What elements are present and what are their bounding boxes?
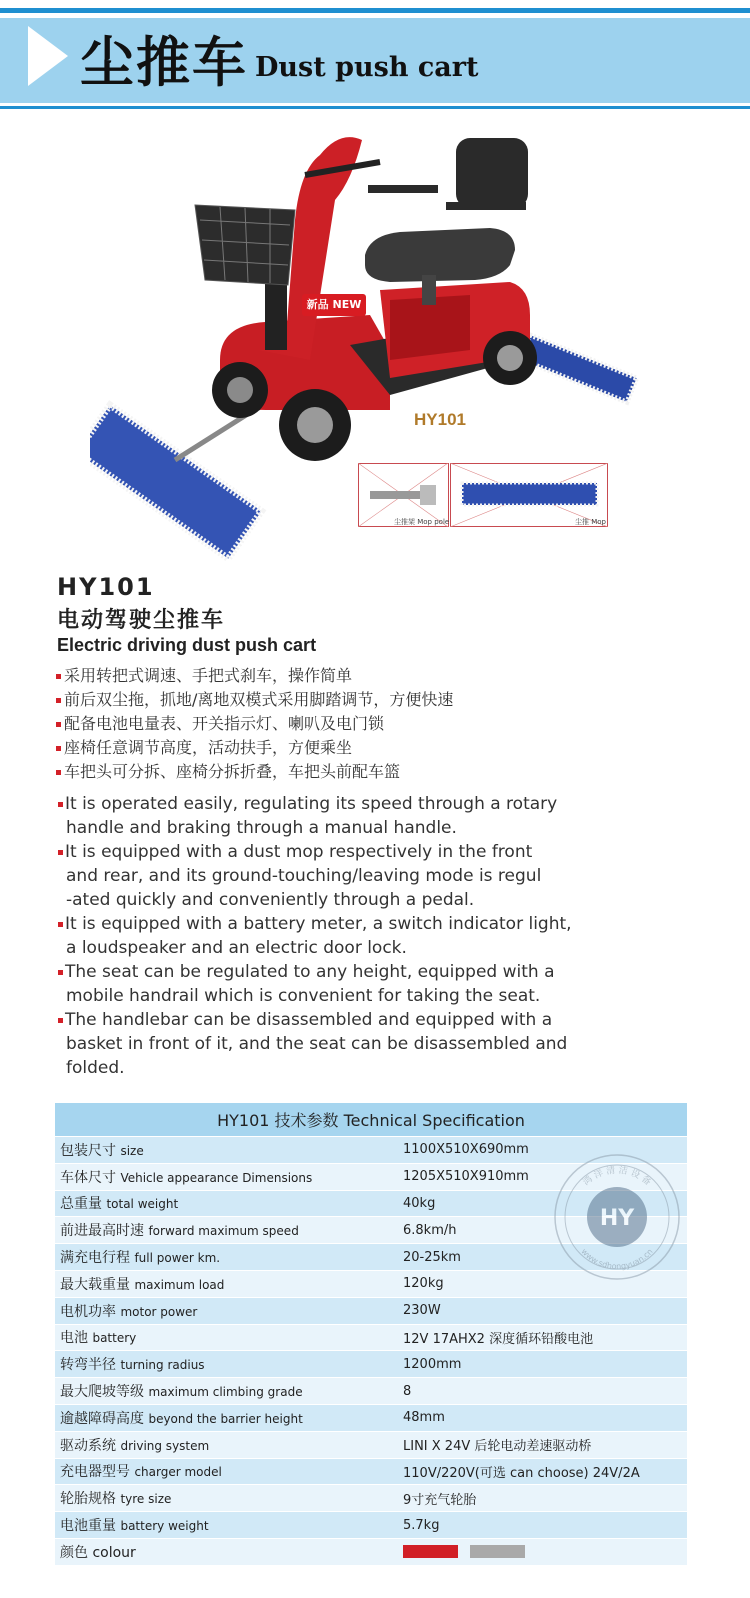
header-bottom-rule <box>0 106 750 109</box>
bullet-icon <box>58 850 63 855</box>
product-model-tag: HY101 <box>414 410 466 429</box>
svg-text:HY: HY <box>599 1206 635 1231</box>
spec-value: 5.7kg <box>403 1517 440 1533</box>
feature-en-text: handle and braking through a manual handle. <box>66 818 457 838</box>
feature-en-text: -ated quickly and conveniently through a pedal. <box>66 890 475 910</box>
spec-label-en: beyond the barrier height <box>148 1411 303 1426</box>
spec-label-cn: 充电器型号 <box>60 1464 130 1481</box>
table-row <box>55 1511 687 1538</box>
spec-value: 48mm <box>403 1410 445 1426</box>
colour-swatch-grey <box>470 1545 525 1558</box>
svg-text:鸿 洋 清 洁 设 备 <box>580 1164 653 1188</box>
spec-label-en: total weight <box>106 1197 179 1212</box>
feature-en-text: a loudspeaker and an electric door lock. <box>66 938 407 958</box>
header-title-cn: 尘推车 <box>80 31 248 94</box>
list-item <box>56 688 453 712</box>
table-row <box>55 1458 687 1485</box>
spec-label-cn: 电池重量 <box>60 1518 116 1535</box>
spec-label-en: battery weight <box>120 1519 209 1534</box>
feature-cn-text: 座椅任意调节高度，活动扶手，方便乘坐 <box>64 738 353 757</box>
list-item <box>58 912 618 960</box>
list-item <box>58 792 618 840</box>
spec-value: 110V/220V(可选 can choose) 24V/2A <box>403 1465 640 1481</box>
table-row <box>55 1324 687 1351</box>
spec-value: 1100X510X690mm <box>403 1142 529 1158</box>
list-item <box>56 736 453 760</box>
spec-label-en: Vehicle appearance Dimensions <box>120 1170 313 1185</box>
rear-mop <box>520 335 636 402</box>
new-badge: 新品 NEW <box>302 294 366 316</box>
feature-cn-text: 前后双尘拖，抓地/离地双模式采用脚踏调节，方便快速 <box>64 690 454 709</box>
feature-en-text: It is operated easily, regulating its speed through a rotary <box>65 794 558 814</box>
bullet-icon <box>58 802 63 807</box>
feature-en-text: The handlebar can be disassembled and equipped with a <box>65 1010 553 1030</box>
bullet-icon <box>56 674 61 679</box>
spec-table-heading: HY101 技术参数 Technical Specification <box>55 1103 687 1136</box>
spec-label-cn: 总重量 <box>60 1196 102 1213</box>
feature-en-text: It is equipped with a battery meter, a switch indicator light, <box>65 914 572 934</box>
spec-value: 120kg <box>403 1276 444 1292</box>
list-item <box>56 760 453 784</box>
spec-value: 40kg <box>403 1195 436 1211</box>
product-name-cn: 电动驾驶尘推车 <box>57 608 226 633</box>
header-arrow-icon <box>28 26 68 86</box>
spec-value: 1200mm <box>403 1356 462 1372</box>
bullet-icon <box>56 770 61 775</box>
spec-value: 20-25km <box>403 1249 461 1265</box>
spec-label-cn: 转弯半径 <box>60 1357 116 1374</box>
feature-en-text: The seat can be regulated to any height, equipped with a <box>65 962 555 982</box>
bullet-icon <box>58 970 63 975</box>
product-model: HY101 <box>57 573 155 601</box>
spec-label-cn: 电机功率 <box>60 1303 116 1320</box>
spec-label-en: tyre size <box>120 1492 172 1507</box>
spec-label-cn: 包装尺寸 <box>60 1142 116 1159</box>
spec-value: 12V 17AHX2 深度循环铅酸电池 <box>403 1331 594 1347</box>
spec-label-cn: 满充电行程 <box>60 1250 130 1267</box>
list-item <box>58 960 618 1008</box>
table-row <box>55 1350 687 1377</box>
header-top-rule <box>0 8 750 13</box>
spec-value: LINI X 24V 后轮电动差速驱动桥 <box>403 1439 592 1455</box>
features-cn-list <box>56 664 453 784</box>
list-item <box>58 1008 618 1080</box>
spec-label-en: battery <box>92 1331 137 1346</box>
spec-label-cn: 最大载重量 <box>60 1276 130 1293</box>
spec-label-cn: 逾越障碍高度 <box>60 1410 144 1427</box>
feature-en-text: and rear, and its ground-touching/leaving mode is regul <box>66 866 542 886</box>
spec-label-en: motor power <box>120 1304 198 1319</box>
list-item <box>58 840 618 912</box>
features-en-list <box>58 792 618 1080</box>
spec-label-cn: 轮胎规格 <box>60 1491 116 1508</box>
spec-label-cn: 最大爬坡等级 <box>60 1384 144 1401</box>
colour-swatch-red <box>403 1545 458 1558</box>
table-row <box>55 1377 687 1404</box>
spec-label-en: driving system <box>120 1438 210 1453</box>
list-item <box>56 712 453 736</box>
spec-label-en: full power km. <box>134 1251 221 1266</box>
bullet-icon <box>58 1018 63 1023</box>
mop-caption: 尘推 Mop <box>575 518 606 526</box>
feature-en-text: basket in front of it, and the seat can be disassembled and <box>66 1034 568 1054</box>
feature-cn-text: 配备电池电量表、开关指示灯、喇叭及电门锁 <box>64 714 385 733</box>
header-title-en: Dust push cart <box>255 52 479 83</box>
table-row <box>55 1431 687 1458</box>
spec-label-cn: 前进最高时速 <box>60 1223 144 1240</box>
table-row <box>55 1484 687 1511</box>
feature-en-text: folded. <box>66 1058 125 1078</box>
spec-label-cn: 驱动系统 <box>60 1437 116 1454</box>
feature-cn-text: 采用转把式调速、手把式刹车，操作简单 <box>64 666 353 685</box>
spec-value: 230W <box>403 1303 441 1319</box>
spec-label-en: size <box>120 1143 144 1158</box>
bullet-icon <box>56 722 61 727</box>
spec-label-en: turning radius <box>120 1358 205 1373</box>
feature-en-text: mobile handrail which is convenient for taking the seat. <box>66 986 541 1006</box>
table-row <box>55 1538 687 1565</box>
spec-label-en: colour <box>92 1544 136 1561</box>
spec-label-cn: 颜色 <box>60 1544 88 1561</box>
front-mop <box>90 405 262 559</box>
mop-pole-caption: 尘推架 Mop pole <box>394 518 450 526</box>
spec-value: 8 <box>403 1383 412 1399</box>
spec-label-cn: 电池 <box>60 1330 88 1347</box>
product-name-en: Electric driving dust push cart <box>57 635 317 655</box>
svg-text:www.sdhongyuan.cn <box>579 1247 654 1271</box>
spec-label-en: charger model <box>134 1465 222 1480</box>
table-row <box>55 1297 687 1324</box>
spec-label-cn: 车体尺寸 <box>60 1169 116 1186</box>
bullet-icon <box>58 922 63 927</box>
list-item <box>56 664 453 688</box>
spec-label-en: maximum load <box>134 1277 225 1292</box>
watermark-top-text: 鸿 洋 清 洁 设 备 <box>581 1165 653 1188</box>
spec-value: 1205X510X910mm <box>403 1169 529 1185</box>
feature-cn-text: 车把头可分拆、座椅分拆折叠，车把头前配车篮 <box>64 762 401 781</box>
feature-en-text: It is equipped with a dust mop respectively in the front <box>65 842 533 862</box>
spec-value: 6.8km/h <box>403 1222 457 1238</box>
watermark-seal <box>553 1153 681 1281</box>
bullet-icon <box>56 698 61 703</box>
table-row <box>55 1404 687 1431</box>
spec-label-en: forward maximum speed <box>148 1224 299 1239</box>
spec-value: 9寸充气轮胎 <box>403 1492 477 1508</box>
watermark-url-text: www.sdhongyuan.cn <box>579 1246 655 1272</box>
spec-label-en: maximum climbing grade <box>148 1385 303 1400</box>
bullet-icon <box>56 746 61 751</box>
